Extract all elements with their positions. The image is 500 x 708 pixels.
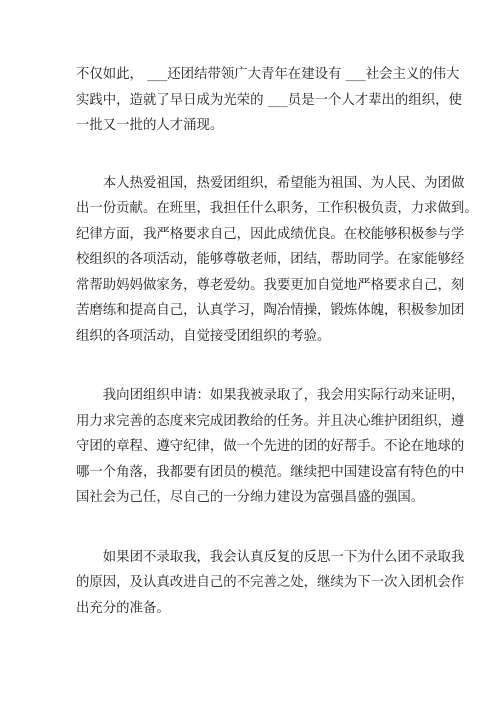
paragraph-line: 用力求完善的态度来完成团教给的任务。并且决心维护团组织，遵	[76, 413, 465, 429]
paragraph-line: 国社会为己任，尽自己的一分绵力建设为富强昌盛的强国。	[76, 490, 425, 505]
paragraph-line: 的原因，及认真改进自己的不完善之处，继续为下一次入团机会作	[76, 575, 465, 590]
paragraph-1	[76, 62, 462, 139]
paragraph-line: 苦磨练和提高自己，认真学习，陶冶情操，锻炼体魄，积极参加团	[76, 303, 465, 318]
paragraph-line: 我向团组织申请：如果我被录取了，我会用实际行动来证明，	[102, 388, 465, 403]
document-body	[76, 62, 478, 621]
paragraph-line: 本人热爱祖国，热爱团组织，希望能为祖国、为人民、为团做	[102, 175, 465, 191]
paragraph-line: 一批又一批的人才涌现。	[76, 118, 224, 133]
paragraph-line: 纪律方面，我严格要求自己，因此成绩优良。在校能够积极参与学	[76, 226, 465, 242]
paragraph-line: 如果团不录取我，我会认真反复的反思一下为什么团不录取我	[102, 549, 465, 565]
paragraph-line: 组织的各项活动，自觉接受团组织的考验。	[76, 328, 331, 344]
paragraph-line: 不仅如此， ___还团结带领广大青年在建设有 ___社会主义的伟大	[76, 67, 460, 82]
paragraph-line: 校组织的各项活动，能够尊敬老师，团结，帮助同学。在家能够经	[76, 252, 465, 267]
paragraph-line: 实践中，造就了早日成为光荣的 ___员是一个人才辈出的组织，使	[76, 92, 462, 108]
paragraph-spacer	[76, 349, 436, 383]
paragraph-spacer	[76, 511, 436, 545]
paragraph-4	[76, 545, 465, 622]
paragraph-line: 常帮助妈妈做家务，尊老爱幼。我要更加自觉地严格要求自己，刻	[76, 277, 465, 293]
paragraph-line: 哪一个角落，我都要有团员的模范。继续把中国建设富有特色的中	[76, 464, 465, 480]
paragraph-2	[76, 171, 478, 350]
paragraph-3	[76, 383, 465, 511]
paragraph-line: 守团的章程、遵守纪律，做一个先进的团的好帮手。不论在地球的	[76, 439, 465, 454]
paragraph-spacer	[76, 139, 436, 171]
paragraph-line: 出一份贡献。在班里，我担任什么职务，工作积极负责，力求做到。	[76, 201, 478, 216]
paragraph-line: 出充分的准备。	[76, 600, 170, 616]
